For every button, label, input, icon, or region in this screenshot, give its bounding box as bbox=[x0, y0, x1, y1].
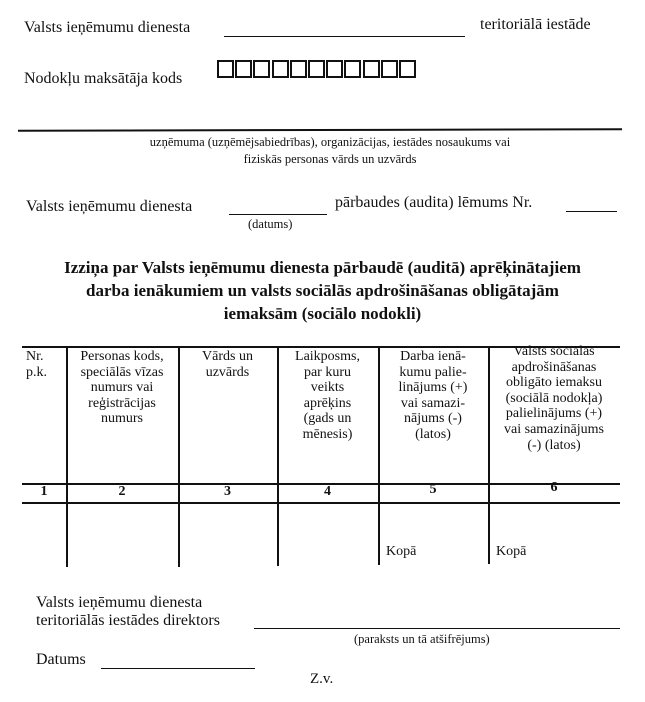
header-text: Darba ienā- bbox=[400, 349, 466, 364]
header-text: par kuru bbox=[303, 364, 352, 380]
header-text: numurs vai bbox=[90, 380, 154, 396]
header-text: p.k. bbox=[26, 364, 47, 380]
taxpayer-code-boxes[interactable] bbox=[217, 60, 417, 78]
total-label-income: Kopā bbox=[386, 544, 417, 559]
director-signature-field[interactable] bbox=[254, 628, 620, 629]
header-text: Nr. bbox=[26, 349, 44, 364]
header-text: numurs bbox=[101, 411, 143, 427]
header-cell-name bbox=[178, 349, 277, 380]
column-number-3: 3 bbox=[224, 484, 231, 499]
taxpayer-code-digit-box[interactable] bbox=[272, 60, 289, 78]
header-text: (-) (latos) bbox=[527, 437, 581, 453]
audit-decision-label: pārbaudes (audita) lēmums Nr. bbox=[335, 194, 533, 211]
title-line2: darba ienākumiem un valsts sociālās apdrošināšanas obligātajām bbox=[86, 281, 559, 300]
taxpayer-code-digit-box[interactable] bbox=[399, 60, 416, 78]
territorial-office-label: teritoriālā iestāde bbox=[480, 16, 591, 33]
taxpayer-code-digit-box[interactable] bbox=[253, 60, 270, 78]
signature-caption: (paraksts un tā atšifrējums) bbox=[354, 632, 490, 646]
header-text: (sociālā nodokļa) bbox=[505, 390, 603, 406]
header-text: Valsts sociālās bbox=[513, 344, 595, 359]
header-text: kumu palie- bbox=[399, 364, 467, 380]
taxpayer-code-digit-box[interactable] bbox=[290, 60, 307, 78]
header-cell-income-change bbox=[378, 349, 488, 443]
vid-label: Valsts ieņēmumu dienesta bbox=[24, 19, 191, 36]
taxpayer-code-digit-box[interactable] bbox=[344, 60, 361, 78]
title-line3: iemaksām (sociālo nodokli) bbox=[223, 304, 422, 323]
entity-caption-line2: fiziskās personas vārds un uzvārds bbox=[243, 152, 417, 166]
header-text: mēnesis) bbox=[302, 426, 353, 442]
entity-caption-line1: uzņēmuma (uzņēmējsabiedrības), organizācijas, iestādes nosaukums vai bbox=[149, 135, 511, 149]
taxpayer-code-digit-box[interactable] bbox=[326, 60, 343, 78]
header-text: vai samazi- bbox=[400, 395, 466, 411]
director-label-line2: teritoriālās iestādes direktors bbox=[36, 612, 220, 629]
total-label-social-tax: Kopā bbox=[496, 544, 527, 559]
header-cell-nr bbox=[22, 349, 70, 380]
header-text: nājums (-) bbox=[404, 411, 462, 427]
header-text: linājums (+) bbox=[398, 380, 468, 396]
taxpayer-code-digit-box[interactable] bbox=[308, 60, 325, 78]
header-cell-period bbox=[277, 349, 378, 443]
column-number-4: 4 bbox=[324, 484, 331, 499]
header-text: apdrošināšanas bbox=[511, 359, 597, 375]
title-line1: Izziņa par Valsts ieņēmumu dienesta pārbaudē (auditā) aprēķinātajiem bbox=[64, 258, 581, 277]
audit-date-field[interactable] bbox=[229, 214, 327, 215]
stamp-label: Z.v. bbox=[310, 671, 334, 687]
header-text: Laikposms, bbox=[295, 349, 360, 364]
header-text: veikts bbox=[310, 380, 345, 396]
date-field[interactable] bbox=[101, 668, 255, 669]
taxpayer-code-digit-box[interactable] bbox=[217, 60, 234, 78]
table-number-row-bottom-border bbox=[22, 502, 620, 504]
date-label: Datums bbox=[36, 651, 86, 668]
header-text: Personas kods, bbox=[80, 349, 164, 364]
header-cell-social-tax-change bbox=[488, 344, 620, 453]
taxpayer-code-digit-box[interactable] bbox=[381, 60, 398, 78]
header-text: palielinājums (+) bbox=[505, 406, 603, 422]
header-text: uzvārds bbox=[205, 364, 250, 380]
header-text: reģistrācijas bbox=[88, 395, 156, 411]
header-text: aprēķins bbox=[303, 395, 352, 411]
header-text: Vārds un bbox=[202, 349, 253, 364]
taxpayer-code-digit-box[interactable] bbox=[235, 60, 252, 78]
header-text: (gads un bbox=[303, 411, 352, 427]
audit-prefix: Valsts ieņēmumu dienesta bbox=[26, 198, 193, 215]
header-text: vai samazinājums bbox=[504, 421, 604, 437]
header-cell-personal-code bbox=[66, 349, 178, 427]
document-title bbox=[0, 256, 645, 325]
column-number-1: 1 bbox=[40, 484, 48, 499]
territorial-office-field[interactable] bbox=[224, 36, 465, 37]
column-number-5: 5 bbox=[429, 482, 437, 497]
header-text: obligāto iemaksu bbox=[505, 375, 603, 391]
entity-caption bbox=[60, 134, 600, 168]
taxpayer-code-digit-box[interactable] bbox=[363, 60, 380, 78]
column-number-2: 2 bbox=[118, 484, 126, 499]
header-text: speciālās vīzas bbox=[80, 364, 164, 380]
director-label-line1: Valsts ieņēmumu dienesta bbox=[36, 594, 203, 611]
entity-name-line[interactable] bbox=[18, 128, 622, 131]
taxpayer-code-label: Nodokļu maksātāja kods bbox=[24, 70, 183, 87]
audit-decision-number-field[interactable] bbox=[566, 211, 617, 212]
column-number-6: 6 bbox=[550, 480, 558, 495]
audit-date-caption: (datums) bbox=[248, 217, 293, 231]
header-text: (latos) bbox=[415, 426, 451, 442]
